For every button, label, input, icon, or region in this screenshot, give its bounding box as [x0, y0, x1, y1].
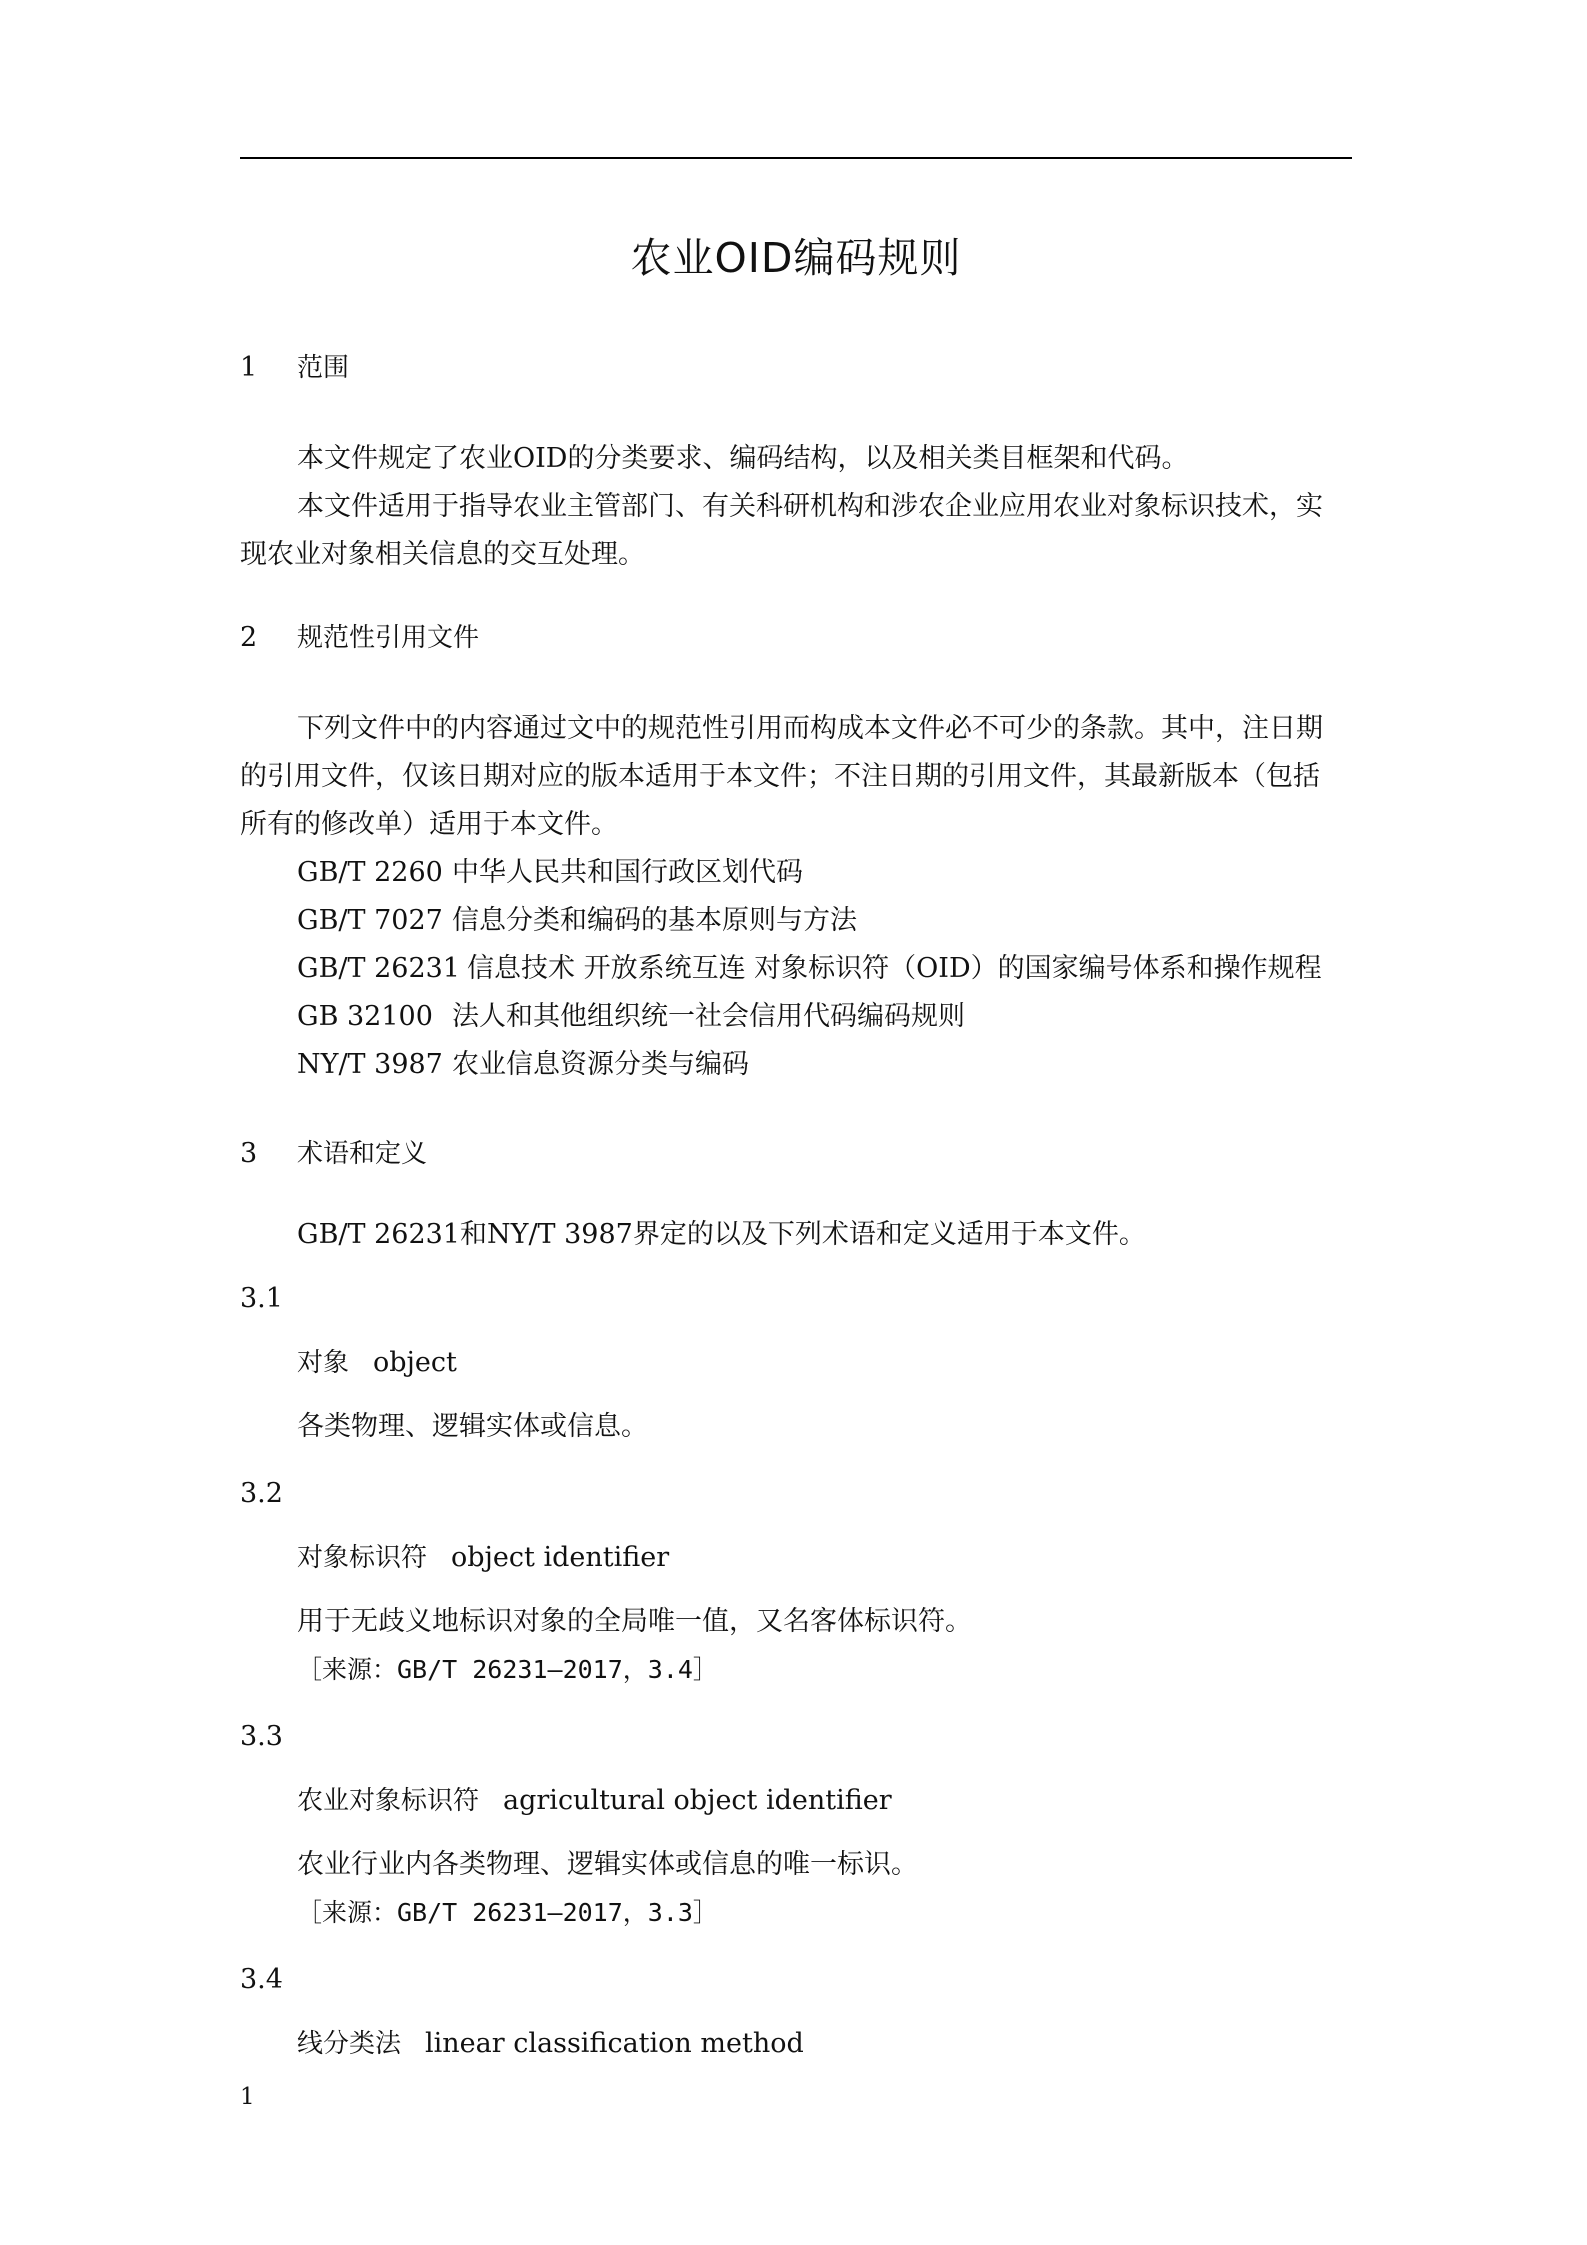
normative-intro-line-1: 下列文件中的内容通过文中的规范性引用而构成本文件必不可少的条款。其中，注日期: [297, 713, 1323, 744]
term-definition: 用于无歧义地标识对象的全局唯一值，又名客体标识符。: [297, 1606, 972, 1637]
term-source: ［来源：GB/T 26231—2017，3.3］: [297, 1898, 718, 1927]
reference-item: [297, 1041, 749, 1089]
term-definition: 农业行业内各类物理、逻辑实体或信息的唯一标识。: [297, 1849, 918, 1880]
reference-code: GB/T 2260: [297, 857, 443, 888]
reference-item: [297, 945, 1322, 993]
term-english: agricultural object identifier: [503, 1785, 892, 1816]
document-page: [240, 0, 1352, 2245]
term-source: ［来源：GB/T 26231—2017，3.4］: [297, 1655, 718, 1684]
section-number: 2: [240, 622, 258, 653]
scope-paragraph-1: 本文件规定了农业OID的分类要求、编码结构，以及相关类目框架和代码。: [297, 443, 1189, 474]
section-heading-terms: [240, 1130, 427, 1178]
terms-intro: GB/T 26231和NY/T 3987界定的以及下列术语和定义适用于本文件。: [297, 1219, 1146, 1250]
section-number: 3: [240, 1138, 258, 1169]
term-entry: [297, 2020, 804, 2068]
term-entry: [297, 1777, 892, 1825]
term-number: 3.4: [240, 1964, 283, 1995]
section-number: 1: [240, 352, 258, 383]
term-number: 3.3: [240, 1721, 283, 1752]
document-title: 农业OID编码规则: [630, 234, 962, 282]
section-heading-scope: [240, 344, 349, 392]
term-english: object: [373, 1347, 457, 1378]
section-title: 范围: [297, 353, 350, 383]
term-definition: 各类物理、逻辑实体或信息。: [297, 1411, 648, 1442]
term-chinese: 农业对象标识符: [297, 1786, 480, 1816]
term-chinese: 线分类法: [297, 2029, 402, 2059]
reference-title: 法人和其他组织统一社会信用代码编码规则: [452, 1001, 965, 1032]
reference-item: [297, 897, 857, 945]
section-heading-normative: [240, 614, 479, 662]
term-chinese: 对象: [297, 1348, 350, 1378]
term-entry: [297, 1534, 669, 1582]
reference-title: 信息分类和编码的基本原则与方法: [452, 905, 857, 936]
reference-item: [297, 993, 965, 1041]
page-number: 1: [240, 2084, 255, 2110]
section-title: 术语和定义: [297, 1139, 428, 1169]
term-entry: [297, 1339, 457, 1387]
reference-code: GB/T 7027: [297, 905, 443, 936]
normative-intro-line-2: 的引用文件，仅该日期对应的版本适用于本文件；不注日期的引用文件，其最新版本（包括: [240, 761, 1320, 792]
reference-item: [297, 849, 803, 897]
reference-code: GB 32100: [297, 1001, 433, 1032]
header-rule: [240, 157, 1352, 159]
reference-code: GB/T 26231: [297, 953, 460, 984]
scope-paragraph-2-line-2: 现农业对象相关信息的交互处理。: [240, 539, 645, 570]
term-english: linear classification method: [425, 2028, 804, 2059]
term-english: object identifier: [451, 1542, 670, 1573]
term-chinese: 对象标识符: [297, 1543, 428, 1573]
term-number: 3.1: [240, 1283, 283, 1314]
reference-title: 信息技术 开放系统互连 对象标识符（OID）的国家编号体系和操作规程: [467, 953, 1322, 984]
reference-code: NY/T 3987: [297, 1049, 443, 1080]
scope-paragraph-2-line-1: 本文件适用于指导农业主管部门、有关科研机构和涉农企业应用农业对象标识技术，实: [297, 491, 1323, 522]
term-number: 3.2: [240, 1478, 283, 1509]
normative-intro-line-3: 所有的修改单）适用于本文件。: [240, 809, 618, 840]
section-title: 规范性引用文件: [297, 623, 480, 653]
reference-title: 农业信息资源分类与编码: [452, 1049, 749, 1080]
reference-title: 中华人民共和国行政区划代码: [452, 857, 803, 888]
